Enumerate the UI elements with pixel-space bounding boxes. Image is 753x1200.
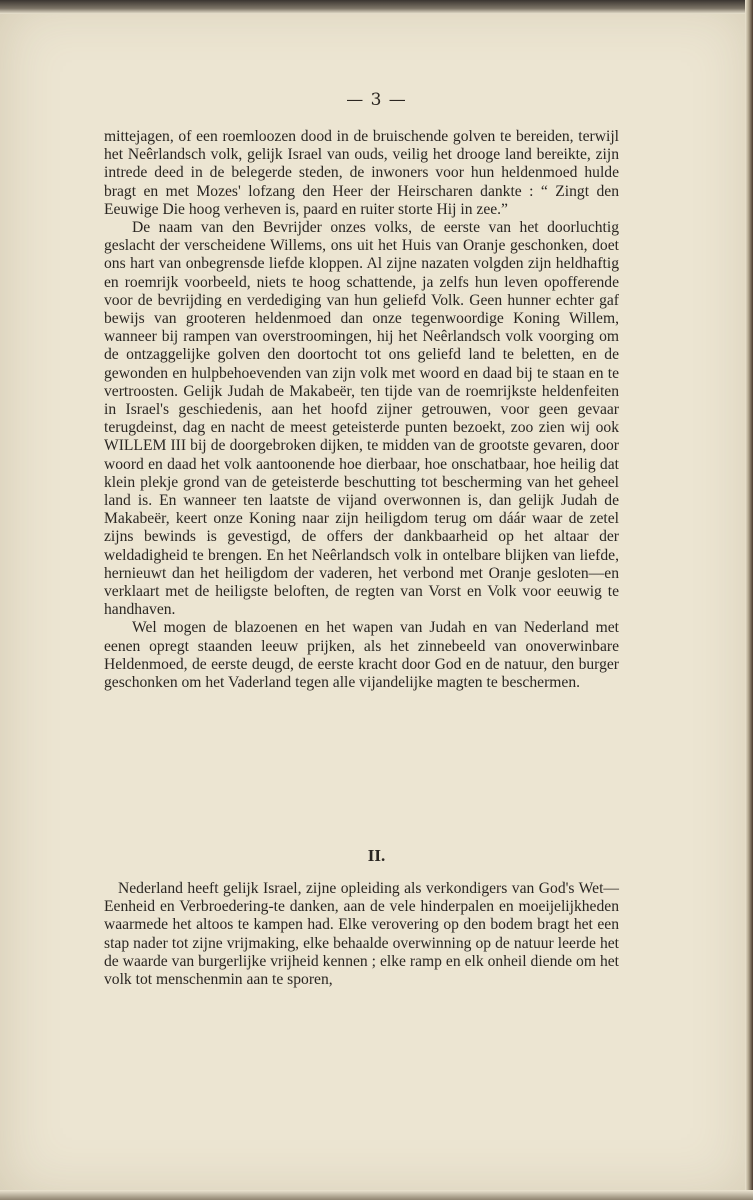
section-heading: II. — [367, 846, 386, 865]
body-text — [104, 128, 619, 692]
paragraph: Nederland heeft gelijk Israel, zijne opleiding als verkondigers van God's Wet—Eenheid en Verbroedering-te danken, aan de vele hinderpalen en moeijelijkheden waarmede het altoos te kampen had. Elke verovering op den bodem bragt het een stap nader tot zijne vrijmaking, elke behaalde overwinning op de natuur leerde het de waarde van burgerlijke vrijheid kennen ; elke ramp en elk onheil diende om het volk tot menschenmin aan te sporen, — [104, 880, 619, 989]
page-number: — 3 — — [346, 90, 407, 110]
paragraph: Wel mogen de blazoenen en het wapen van Judah en van Nederland met eenen opregt staanden leeuw prijken, als het zinnebeeld van onoverwinbare Heldenmoed, de eerste deugd, de eerste kracht door God en de natuur, den burger geschonken om het Vaderland tegen alle vijandelijke magten te beschermen. — [104, 619, 619, 692]
paragraph: mittejagen, of een roemloozen dood in de bruischende golven te bereiden, terwijl het Neêrlandsch volk, gelijk Israel van ouds, veilig het drooge land bereikte, zijn intrede deed in de belegerde steden, de inwoners voor hun heldenmoed hulde bragt en met Mozes' lofzang den Heer der Heirscharen dankte : “ Zingt den Eeuwige Die hoog verheven is, paard en ruiter storte Hij in zee.” — [104, 128, 619, 218]
page-top-edge — [0, 0, 753, 14]
section-body-text — [104, 880, 619, 989]
page-right-edge — [745, 0, 753, 1200]
paragraph: De naam van den Bevrijder onzes volks, de eerste van het doorluchtig geslacht der verscheidene Willems, ons uit het Huis van Oranje geschonken, doet ons hart van onbegrensde liefde kloppen. Al zijne nazaten volgden zijn heldhaftig en roemrijk voorbeeld, niets te hoog schattende, ja zelfs hun leven opofferende voor de bevrijding en verdediging van hun geliefd Volk. Geen hunner echter gaf bewijs van grooteren heldenmoed dan onze tegenwoordige Koning Willem, wanneer bij rampen van overstroomingen, hij het Neêrlandsch volk voorging om de ontzaggelijke golven den doortocht tot ons geliefd land te beletten, en de gewonden en hulpbehoevenden van zijn volk met woord en daad bij te staan en te vertroosten. Gelijk Judah de Makabeër, ten tijde van de roemrijkste heldenfeiten in Israel's geschiedenis, aan het hoofd zijner getrouwen, voor geen gevaar terugdeinst, dag en nacht de meest geteisterde punten bezoekt, zoo zien wij ook WILLEM III bij de doorgebroken dijken, te midden van de grootste gevaren, door woord en daad het volk aantoonende hoe dierbaar, hoe onschatbaar, hoe heilig dat klein plekje grond van de geteisterde beschutting tot bescherming van het geheel land is. En wanneer ten laatste de vijand overwonnen is, dan gelijk Judah de Makabeër, keert onze Koning naar zijn heiligdom terug om dáár waar de zetel zijns bewinds is gevestigd, de offers der dankbaarheid op het altaar der weldadigheid te brengen. En het Neêrlandsch volk in ontelbare blijken van liefde, hernieuwt dan het heiligdom der vaderen, het verbond met Oranje gesloten—en verklaart met de heiligste beloften, de regten van Vorst en Volk voor eeuwig te handhaven. — [104, 219, 619, 619]
page-bottom-edge — [0, 1190, 753, 1200]
